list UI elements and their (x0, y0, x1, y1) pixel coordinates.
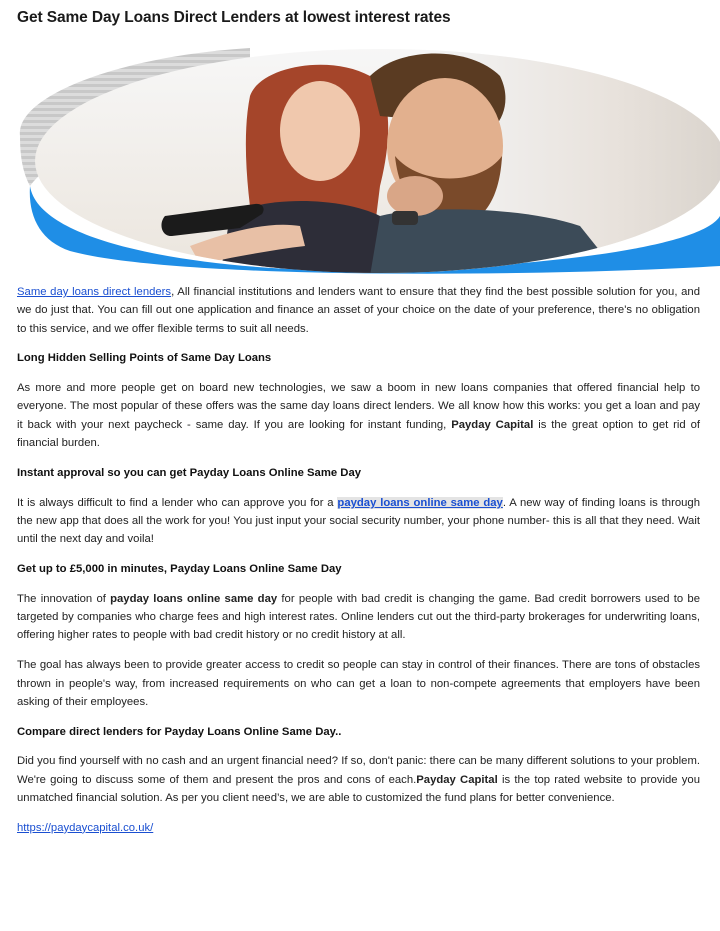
payday-loans-online-link[interactable]: payday loans online same day (337, 496, 503, 509)
heading-get-up-to: Get up to £5,000 in minutes, Payday Loans Online Same Day (17, 563, 342, 576)
same-day-loans-link[interactable]: Same day loans direct lenders (17, 286, 172, 298)
paragraph-innovation: The innovation of payday loans online same day for people with bad credit is changing the game. Bad credit borrowers used to be targeted by companies who charge fees and high interest rates. Online lenders cut out the third-party brokerages for underwriting loans, offering higher rates to people with bad credit history or no credit history at all. (17, 592, 700, 642)
hero-image (0, 36, 720, 276)
url-paragraph (17, 819, 700, 837)
paragraph-compare: Did you find yourself with no cash and an urgent financial need? If so, don't panic: there can be many different solutions to your problem. We're going to discuss some of them and present the pros and cons of each.Payday Capital is the top rated website to provide you unmatched financial solution. As per you client need’s, we are able to customized the fund plans for better convenience. (17, 755, 700, 805)
heading-instant-approval: Instant approval so you can get Payday Loans Online Same Day (17, 466, 362, 479)
article-body (17, 283, 700, 849)
paragraph-intro: Same day loans direct lenders, All financial institutions and lenders want to ensure that they find the best possible solution for you, and we do just that. You can fill out one application and finance an asset of your choice on the date of your preference, there's no obligation to this service, and we offer flexible terms to suit all needs. (17, 286, 700, 335)
paragraph-goal: The goal has always been to provide greater access to credit so people can stay in control of their finances. There are tons of obstacles thrown in people's way, from increased requirements on who can get a loan to non-compete agreements that employers have been asking of their employees. (17, 659, 700, 708)
paragraph-instant-approval: It is always difficult to find a lender who can approve you for a payday loans online same day. A new way of finding loans is through the new app that does all the work for you! You just input your social security number, your phone number- this is all that they need. Wait until the next day and voila! (17, 496, 700, 546)
heading-compare: Compare direct lenders for Payday Loans Online Same Day.. (17, 725, 342, 738)
page-title: Get Same Day Loans Direct Lenders at lowest interest rates (17, 9, 451, 26)
heading-selling-points: Long Hidden Selling Points of Same Day Loans (17, 352, 272, 365)
paragraph-selling-points: As more and more people get on board new technologies, we saw a boom in new loans companies that offered financial help to everyone. The most popular of these offers was the same day loans direct lenders. We all know how this works: you get a loan and pay it back with your next paycheck - same day. If you are looking for instant funding, Payday Capital is the great option to get rid of financial burden. (17, 382, 701, 450)
paydaycapital-url-link[interactable]: https://paydaycapital.co.uk/ (17, 821, 154, 834)
